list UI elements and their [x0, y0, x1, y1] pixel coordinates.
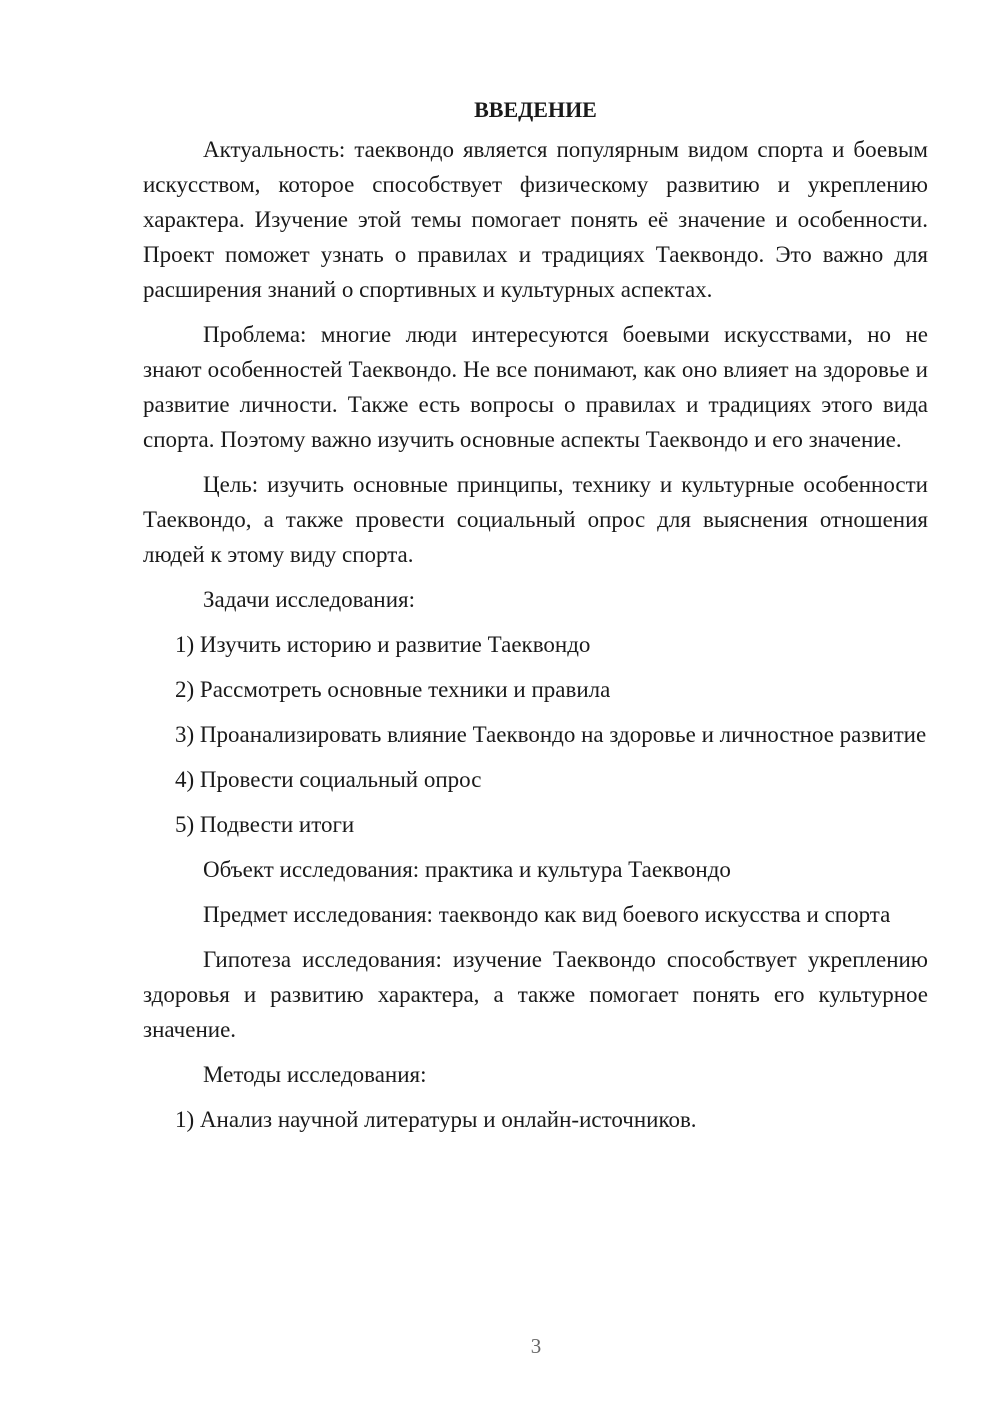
document-body	[143, 92, 928, 1147]
goal-paragraph: Цель: изучить основные принципы, технику и культурные особенности Таеквондо, а также провести социальный опрос для выяснения отношения людей к этому виду спорта.	[143, 472, 928, 567]
task-item-1: 1) Изучить историю и развитие Таеквондо	[175, 632, 591, 657]
task-item-4: 4) Провести социальный опрос	[175, 767, 482, 792]
section-title: ВВЕДЕНИЕ	[474, 97, 597, 122]
page-number: 3	[530, 1334, 542, 1358]
research-object: Объект исследования: практика и культура Таеквондо	[203, 857, 731, 882]
method-item-1: 1) Анализ научной литературы и онлайн-источников.	[175, 1107, 697, 1132]
research-subject: Предмет исследования: таеквондо как вид боевого искусства и спорта	[203, 902, 891, 927]
methods-heading: Методы исследования:	[203, 1062, 427, 1087]
tasks-heading: Задачи исследования:	[203, 587, 416, 612]
relevance-paragraph: Актуальность: таеквондо является популярным видом спорта и боевым искусством, которое способствует физическому развитию и укреплению характера. Изучение этой темы помогает понять её значение и особенности. Проект поможет узнать о правилах и традициях Таеквондо. Это важно для расширения знаний о спортивных и культурных аспектах.	[143, 137, 928, 302]
task-item-2: 2) Рассмотреть основные техники и правила	[175, 677, 611, 702]
problem-paragraph: Проблема: многие люди интересуются боевыми искусствами, но не знают особенностей Таеквондо. Не все понимают, как оно влияет на здоровье и развитие личности. Также есть вопросы о правилах и традициях этого вида спорта. Поэтому важно изучить основные аспекты Таеквондо и его значение.	[143, 322, 928, 452]
task-item-5: 5) Подвести итоги	[175, 812, 355, 837]
research-hypothesis: Гипотеза исследования: изучение Таеквондо способствует укреплению здоровья и развитию характера, а также помогает понять его культурное значение.	[143, 947, 928, 1042]
task-item-3: 3) Проанализировать влияние Таеквондо на здоровье и личностное развитие	[175, 722, 927, 747]
